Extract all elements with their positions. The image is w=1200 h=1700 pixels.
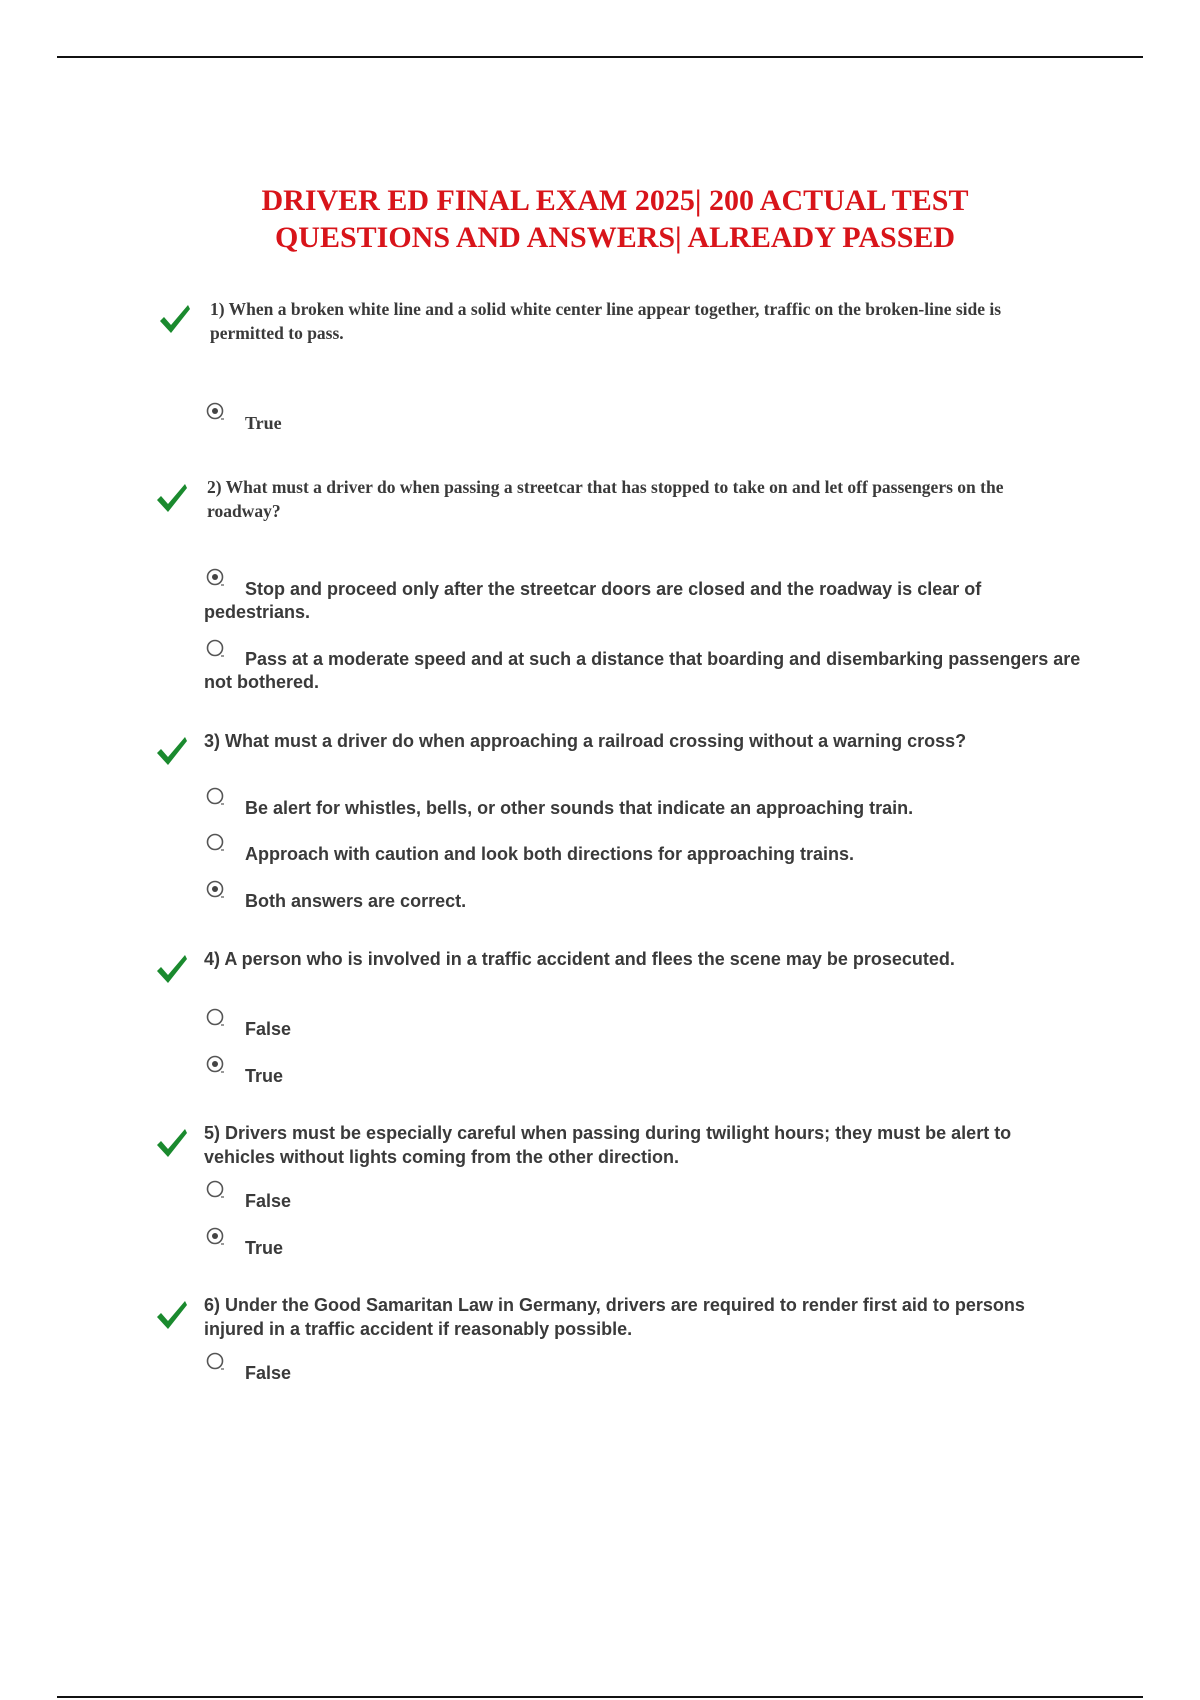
check-icon — [155, 1127, 189, 1159]
answer-label: False — [245, 1019, 292, 1039]
answer-label: True — [245, 1238, 284, 1258]
check-icon — [155, 735, 189, 767]
answer-option — [204, 1190, 1084, 1213]
answer-option — [204, 648, 1084, 694]
answer-option — [204, 797, 1084, 820]
bottom-divider — [57, 1696, 1143, 1698]
answer-label: True — [245, 413, 282, 433]
answer-option — [204, 1018, 1084, 1041]
question-text: 5) Drivers must be especially careful when passing during twilight hours; they must be alert to vehicles without lights coming from the other direction. — [204, 1123, 1012, 1167]
answer-option — [204, 1065, 1084, 1088]
answer-label: False — [245, 1191, 292, 1211]
answer-option — [204, 578, 1084, 624]
answer-option — [204, 412, 1004, 435]
answer-option — [204, 1237, 1084, 1260]
answer-option — [204, 890, 1084, 913]
answer-label: Be alert for whistles, bells, or other sounds that indicate an approaching train. — [245, 798, 914, 818]
top-divider — [57, 56, 1143, 58]
document-title-line-2: QUESTIONS AND ANSWERS| ALREADY PASSED — [274, 221, 956, 254]
check-icon — [155, 953, 189, 985]
question-text: 1) When a broken white line and a solid white center line appear together, traffic on the broken-line side is permitted to pass. — [210, 299, 1002, 343]
answer-label: True — [245, 1066, 284, 1086]
check-icon — [155, 482, 189, 514]
document-title — [150, 182, 1080, 256]
answer-label: False — [245, 1363, 292, 1383]
check-icon — [158, 303, 192, 335]
answer-option — [204, 843, 1084, 866]
check-icon — [155, 1299, 189, 1331]
document-title-line-1: DRIVER ED FINAL EXAM 2025| 200 ACTUAL TEST — [261, 184, 969, 217]
question-text: 6) Under the Good Samaritan Law in Germany, drivers are required to render first aid to persons injured in a traffic accident if reasonably possible. — [204, 1295, 1025, 1339]
answer-label: Pass at a moderate speed and at such a distance that boarding and disembarking passengers are not bothered. — [204, 649, 1081, 692]
question-text: 3) What must a driver do when approaching a railroad crossing without a warning cross? — [204, 731, 967, 751]
question-text: 4) A person who is involved in a traffic accident and flees the scene may be prosecuted. — [204, 949, 955, 969]
answer-label: Stop and proceed only after the streetcar doors are closed and the roadway is clear of pedestrians. — [204, 579, 982, 622]
answer-label: Approach with caution and look both directions for approaching trains. — [245, 844, 855, 864]
answer-option — [204, 1362, 1084, 1385]
question-text: 2) What must a driver do when passing a streetcar that has stopped to take on and let off passengers on the roadway? — [207, 477, 1004, 521]
answer-label: Both answers are correct. — [245, 891, 467, 911]
